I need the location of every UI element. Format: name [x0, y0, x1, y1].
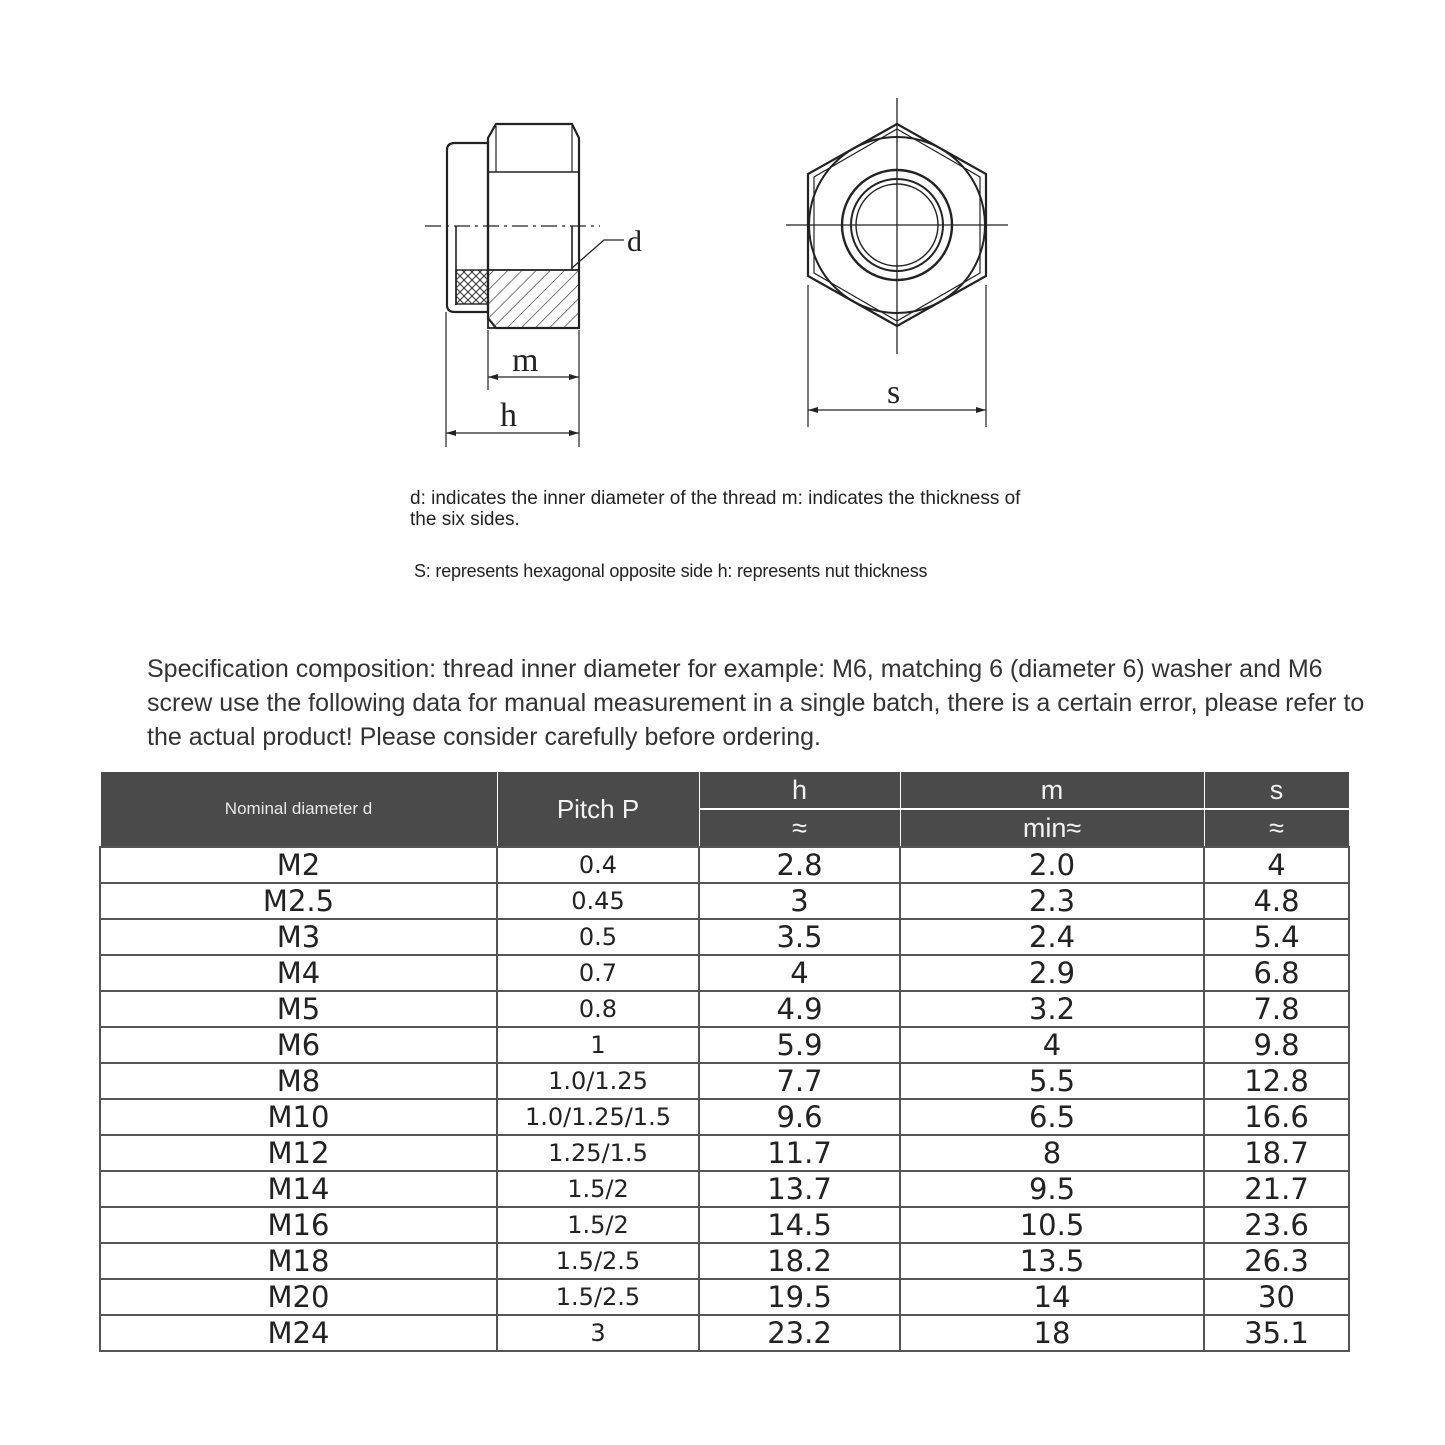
header-pitch: Pitch P: [497, 772, 699, 848]
cell-m: 6.5: [900, 1099, 1204, 1135]
table-row: [100, 847, 1349, 883]
cell-h: 14.5: [699, 1207, 900, 1243]
dimension-label-h: h: [500, 397, 517, 434]
cell-s: 16.6: [1204, 1099, 1349, 1135]
dimension-label-m: m: [512, 342, 539, 379]
cell-s: 26.3: [1204, 1243, 1349, 1279]
table-row: [100, 1063, 1349, 1099]
cell-nominal: M6: [100, 1027, 497, 1063]
cell-pitch: 0.4: [497, 847, 699, 883]
cell-nominal: M8: [100, 1063, 497, 1099]
cell-pitch: 1: [497, 1027, 699, 1063]
cell-pitch: 0.8: [497, 991, 699, 1027]
cell-h: 11.7: [699, 1135, 900, 1171]
cell-s: 30: [1204, 1279, 1349, 1315]
cell-h: 9.6: [699, 1099, 900, 1135]
cell-pitch: 1.0/1.25/1.5: [497, 1099, 699, 1135]
cell-h: 3: [699, 883, 900, 919]
cell-s: 35.1: [1204, 1315, 1349, 1351]
table-row: [100, 883, 1349, 919]
nut-side-view: [425, 124, 624, 447]
table-row: [100, 991, 1349, 1027]
cell-nominal: M16: [100, 1207, 497, 1243]
legend-note-s-h: S: represents hexagonal opposite side h: represents nut thickness: [414, 561, 928, 581]
cell-h: 23.2: [699, 1315, 900, 1351]
cell-pitch: 1.0/1.25: [497, 1063, 699, 1099]
cell-m: 9.5: [900, 1171, 1204, 1207]
subheader-s: ≈: [1204, 809, 1349, 847]
table-row: [100, 1315, 1349, 1351]
header-h: h: [699, 772, 900, 810]
header-m: m: [900, 772, 1204, 810]
cell-s: 6.8: [1204, 955, 1349, 991]
cell-s: 12.8: [1204, 1063, 1349, 1099]
cell-nominal: M18: [100, 1243, 497, 1279]
cell-pitch: 1.5/2.5: [497, 1279, 699, 1315]
cell-nominal: M24: [100, 1315, 497, 1351]
cell-s: 5.4: [1204, 919, 1349, 955]
cell-nominal: M5: [100, 991, 497, 1027]
cell-s: 4.8: [1204, 883, 1349, 919]
cell-pitch: 1.5/2: [497, 1207, 699, 1243]
cell-h: 7.7: [699, 1063, 900, 1099]
table-row: [100, 919, 1349, 955]
cell-s: 9.8: [1204, 1027, 1349, 1063]
cell-nominal: M20: [100, 1279, 497, 1315]
cell-m: 2.9: [900, 955, 1204, 991]
cell-h: 13.7: [699, 1171, 900, 1207]
cell-m: 10.5: [900, 1207, 1204, 1243]
cell-h: 4: [699, 955, 900, 991]
cell-pitch: 3: [497, 1315, 699, 1351]
cell-pitch: 1.25/1.5: [497, 1135, 699, 1171]
table-header-row: [100, 772, 1349, 810]
cell-h: 2.8: [699, 847, 900, 883]
header-s: s: [1204, 772, 1349, 810]
cell-pitch: 0.45: [497, 883, 699, 919]
cell-m: 18: [900, 1315, 1204, 1351]
cell-h: 19.5: [699, 1279, 900, 1315]
cell-m: 2.3: [900, 883, 1204, 919]
header-nominal-diameter: Nominal diameter d: [100, 772, 497, 848]
cell-s: 7.8: [1204, 991, 1349, 1027]
cell-nominal: M14: [100, 1171, 497, 1207]
cell-pitch: 0.5: [497, 919, 699, 955]
cell-pitch: 0.7: [497, 955, 699, 991]
cell-nominal: M3: [100, 919, 497, 955]
cell-pitch: 1.5/2.5: [497, 1243, 699, 1279]
cell-m: 8: [900, 1135, 1204, 1171]
dimension-label-d: d: [627, 225, 642, 258]
dimension-label-s: s: [887, 374, 901, 411]
cell-pitch: 1.5/2: [497, 1171, 699, 1207]
legend-note-d-m: d: indicates the inner diameter of the thread m: indicates the thickness of the six sides.: [410, 488, 1021, 530]
cell-m: 4: [900, 1027, 1204, 1063]
subheader-h: ≈: [699, 809, 900, 847]
cell-nominal: M12: [100, 1135, 497, 1171]
cell-h: 3.5: [699, 919, 900, 955]
table-row: [100, 955, 1349, 991]
cell-m: 14: [900, 1279, 1204, 1315]
cell-s: 21.7: [1204, 1171, 1349, 1207]
table-row: [100, 1171, 1349, 1207]
cell-m: 3.2: [900, 991, 1204, 1027]
cell-nominal: M4: [100, 955, 497, 991]
table-row: [100, 1279, 1349, 1315]
table-row: [100, 1099, 1349, 1135]
table-row: [100, 1027, 1349, 1063]
cell-nominal: M2: [100, 847, 497, 883]
table-row: [100, 1243, 1349, 1279]
cell-s: 4: [1204, 847, 1349, 883]
specification-text: Specification composition: thread inner diameter for example: M6, matching 6 (diameter 6) washer and M6 screw use the following data for manual measurement in a single batch, there is a certain error, please refer to the actual product! Please consider carefully before ordering.: [147, 655, 1365, 751]
cell-h: 4.9: [699, 991, 900, 1027]
cell-nominal: M10: [100, 1099, 497, 1135]
cell-s: 18.7: [1204, 1135, 1349, 1171]
cell-s: 23.6: [1204, 1207, 1349, 1243]
subheader-m: min≈: [900, 809, 1204, 847]
cell-m: 13.5: [900, 1243, 1204, 1279]
cell-h: 5.9: [699, 1027, 900, 1063]
nut-spec-table: [99, 771, 1350, 1352]
cell-m: 2.4: [900, 919, 1204, 955]
cell-m: 5.5: [900, 1063, 1204, 1099]
table-row: [100, 1207, 1349, 1243]
cell-h: 18.2: [699, 1243, 900, 1279]
table-row: [100, 1135, 1349, 1171]
cell-nominal: M2.5: [100, 883, 497, 919]
cell-m: 2.0: [900, 847, 1204, 883]
